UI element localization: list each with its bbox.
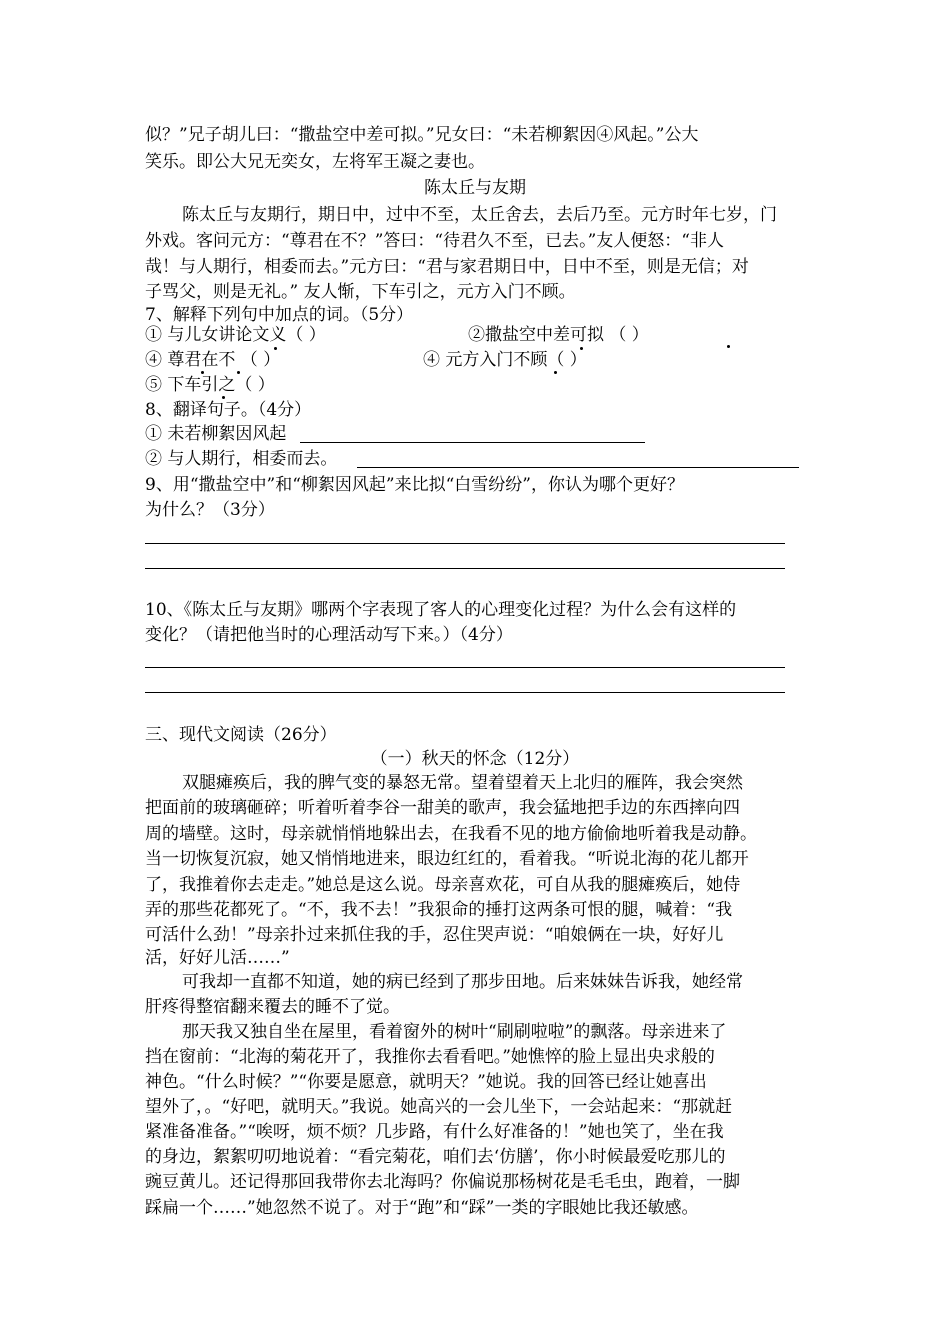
emphasis-dot bbox=[237, 371, 240, 374]
answer-line bbox=[145, 692, 785, 693]
passage-line: 望外了，。“好吧，就明天。”我说。她高兴的一会儿坐下，一会站起来：“那就赶 bbox=[145, 1097, 733, 1117]
q7-item-4: ④ 元方入门不顾（ ） bbox=[423, 350, 587, 370]
passage-line: 当一切恢复沉寂，她又悄悄地进来，眼边红红的，看着我。“听说北海的花儿都开 bbox=[145, 849, 749, 869]
section-subtitle: （一）秋天的怀念（12分） bbox=[370, 749, 580, 769]
question-9-line: 9、用“撒盐空中”和“柳絮因风起”来比拟“白雪纷纷”，你认为哪个更好？ bbox=[145, 475, 684, 495]
passage-line: 双腿瘫痪后，我的脾气变的暴怒无常。望着望着天上北归的雁阵，我会突然 bbox=[182, 773, 743, 793]
question-9-line: 为什么？（3分） bbox=[145, 500, 275, 520]
answer-line bbox=[145, 667, 785, 668]
q7-item-3: ④ 尊君在不 （ ） bbox=[145, 350, 281, 370]
answer-line bbox=[300, 442, 645, 443]
q7-item-1: ① 与儿女讲论文义（ ） bbox=[145, 325, 326, 345]
passage-line: 紧准备准备。”“唉呀，烦不烦？几步路，有什么好准备的！”她也笑了，坐在我 bbox=[145, 1122, 724, 1142]
passage-line: 挡在窗前：“北海的菊花开了，我推你去看看吧。”她憔悴的脸上显出央求般的 bbox=[145, 1047, 715, 1067]
emphasis-dot bbox=[201, 371, 204, 374]
section-heading: 三、现代文阅读（26分） bbox=[145, 725, 337, 745]
passage-line: 那天我又独自坐在屋里，看着窗外的树叶“刷刷啦啦”的飘落。母亲进来了 bbox=[182, 1022, 727, 1042]
answer-line bbox=[145, 543, 785, 544]
passage-line: 了，我推着你去走走。”她总是这么说。母亲喜欢花，可自从我的腿瘫痪后，她侍 bbox=[145, 875, 741, 895]
passage-line: 活，好好儿活……” bbox=[145, 948, 290, 968]
question-10-line: 10、《陈太丘与友期》哪两个字表现了客人的心理变化过程？为什么会有这样的 bbox=[145, 600, 737, 620]
q8-sentence-1: ① 未若柳絮因风起 bbox=[145, 424, 287, 444]
emphasis-dot bbox=[274, 347, 277, 350]
answer-line bbox=[357, 467, 799, 468]
passage-line: 肝疼得整宿翻来覆去的睡不了觉。 bbox=[145, 997, 400, 1017]
passage-line: 陈太丘与友期行，期日中，过中不至，太丘舍去，去后乃至。元方时年七岁，门 bbox=[182, 205, 777, 225]
passage-line: 踩扁一个……”她忽然不说了。对于“跑”和“踩”一类的字眼她比我还敏感。 bbox=[145, 1198, 699, 1218]
q7-item-2: ②撒盐空中差可拟 （ ） bbox=[468, 325, 649, 345]
passage-line: 外戏。客问元方：“尊君在不？”答曰：“待君久不至，已去。”友人便怒：“非人 bbox=[145, 231, 724, 251]
emphasis-dot bbox=[727, 345, 730, 348]
question-7-stem: 7、解释下列句中加点的词。（5分） bbox=[145, 305, 414, 325]
emphasis-dot bbox=[554, 371, 557, 374]
passage-title: 陈太丘与友期 bbox=[424, 178, 526, 198]
passage-line: 神色。“什么时候？”“你要是愿意，就明天？”她说。我的回答已经让她喜出 bbox=[145, 1072, 707, 1092]
passage-line: 似？”兄子胡儿曰：“撒盐空中差可拟。”兄女曰：“未若柳絮因④风起。”公大 bbox=[145, 125, 699, 145]
passage-line: 豌豆黄儿。还记得那回我带你去北海吗？你偏说那杨树花是毛毛虫，跑着，一脚 bbox=[145, 1172, 740, 1192]
passage-line: 可活什么劲！”母亲扑过来抓住我的手，忍住哭声说：“咱娘俩在一块，好好儿 bbox=[145, 925, 724, 945]
passage-line: 可我却一直都不知道，她的病已经到了那步田地。后来妹妹告诉我，她经常 bbox=[182, 972, 743, 992]
passage-line: 哉！与人期行，相委而去。”元方曰：“君与家君期日中，日中不至，则是无信；对 bbox=[145, 257, 749, 277]
passage-line: 弄的那些花都死了。“不，我不去！”我狠命的捶打这两条可恨的腿，喊着：“我 bbox=[145, 900, 733, 920]
question-10-line: 变化？（请把他当时的心理活动写下来。）（4分） bbox=[145, 625, 513, 645]
q8-sentence-2: ② 与人期行，相委而去。 bbox=[145, 449, 338, 469]
passage-line: 的身边，絮絮叨叨地说着：“看完菊花，咱们去‘仿膳’，你小时候最爱吃那儿的 bbox=[145, 1147, 726, 1167]
emphasis-dot bbox=[580, 347, 583, 350]
passage-line: 周的墙壁。这时，母亲就悄悄地躲出去，在我看不见的地方偷偷地听着我是动静。 bbox=[145, 824, 757, 844]
answer-line bbox=[145, 568, 785, 569]
passage-line: 把面前的玻璃砸碎；听着听着李谷一甜美的歌声，我会猛地把手边的东西摔向四 bbox=[145, 798, 740, 818]
question-8-stem: 8、翻译句子。（4分） bbox=[145, 400, 312, 420]
passage-line: 子骂父，则是无礼。” 友人惭，下车引之，元方入门不顾。 bbox=[145, 282, 576, 302]
q7-item-5: ⑤ 下车引之（ ） bbox=[145, 375, 275, 395]
passage-line: 笑乐。即公大兄无奕女，左将军王凝之妻也。 bbox=[145, 152, 485, 172]
